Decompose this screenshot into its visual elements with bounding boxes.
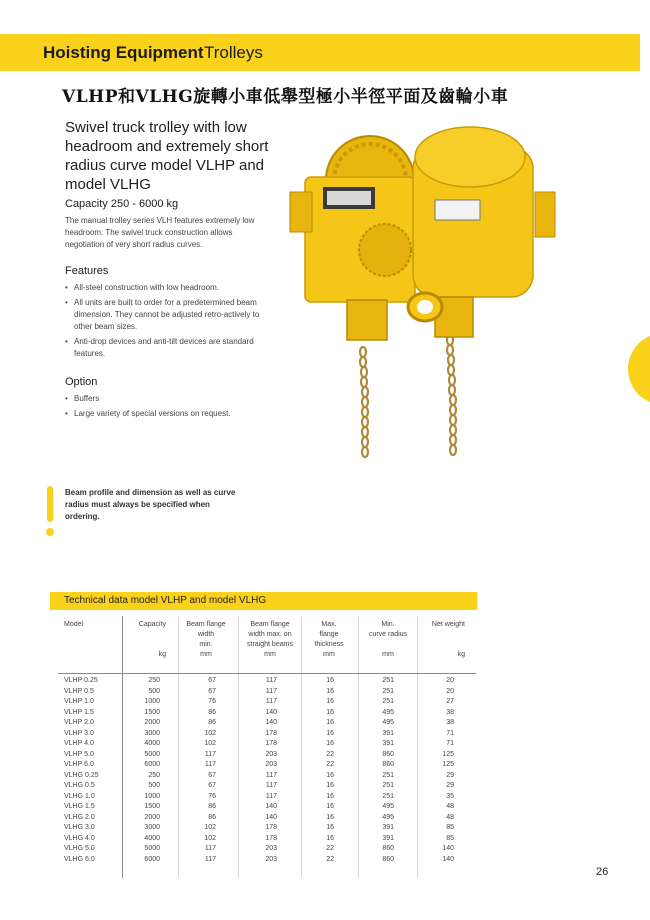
table-header-cell: Capacity kg bbox=[138, 621, 166, 658]
feature-item: • Anti-drop devices and anti-tilt devices are standard features. bbox=[65, 336, 265, 360]
table-cell: 29 bbox=[446, 771, 454, 779]
table-header-cell: Beam flange width min. mm bbox=[186, 621, 226, 658]
table-cell: 1000 bbox=[144, 698, 160, 705]
table-cell-model: VLHP 3.0 bbox=[64, 729, 94, 737]
table-cell: 16 bbox=[326, 803, 334, 810]
right-chain bbox=[447, 335, 456, 455]
table-cell: 140 bbox=[442, 845, 454, 852]
features-list bbox=[65, 282, 265, 363]
table-cell: 178 bbox=[265, 824, 277, 831]
table-cell: 2000 bbox=[144, 719, 160, 726]
option-item: • Large variety of special versions on request. bbox=[65, 408, 265, 420]
table-cell: 16 bbox=[326, 771, 334, 779]
table-cell: 117 bbox=[265, 687, 277, 695]
table-cell: 16 bbox=[326, 792, 334, 800]
table-cell: 22 bbox=[326, 750, 334, 758]
table-row bbox=[0, 708, 650, 719]
table-header-cell: Beam flange width max. on straight beams mm bbox=[247, 621, 293, 658]
table-cell: 20 bbox=[446, 677, 454, 684]
table-cell: 5000 bbox=[144, 750, 160, 758]
table-cell: 117 bbox=[265, 677, 277, 684]
table-cell: 178 bbox=[265, 729, 277, 737]
table-cell: 251 bbox=[382, 771, 394, 779]
table-cell: 20 bbox=[446, 687, 454, 695]
table-cell: 4000 bbox=[144, 834, 160, 842]
table-cell: 22 bbox=[326, 761, 334, 768]
table-cell: 102 bbox=[204, 740, 216, 747]
table-cell-model: VLHP 4.0 bbox=[64, 740, 94, 747]
table-cell: 117 bbox=[265, 782, 277, 789]
table-cell: 67 bbox=[208, 677, 216, 684]
table-cell: 16 bbox=[326, 698, 334, 705]
table-cell: 67 bbox=[208, 771, 216, 779]
table-cell: 76 bbox=[208, 698, 216, 705]
table-cell: 67 bbox=[208, 782, 216, 789]
table-cell: 1500 bbox=[144, 708, 160, 716]
table-cell: 860 bbox=[382, 845, 394, 852]
table-row bbox=[0, 697, 650, 708]
table-cell: 251 bbox=[382, 687, 394, 695]
side-tab-marker bbox=[628, 333, 650, 405]
table-cell: 203 bbox=[265, 761, 277, 768]
table-cell: 16 bbox=[326, 824, 334, 831]
table-cell: 860 bbox=[382, 855, 394, 863]
table-cell: 117 bbox=[204, 750, 216, 758]
table-cell: 495 bbox=[382, 708, 394, 716]
table-cell: 48 bbox=[446, 813, 454, 821]
table-cell: 86 bbox=[208, 803, 216, 810]
trolley-body bbox=[290, 127, 555, 340]
table-cell: 495 bbox=[382, 803, 394, 810]
table-cell-model: VLHG 0.25 bbox=[64, 771, 99, 779]
table-cell: 16 bbox=[326, 834, 334, 842]
table-title-bar bbox=[50, 592, 477, 610]
table-cell: 71 bbox=[446, 729, 454, 737]
table-header-rule bbox=[58, 673, 476, 674]
table-cell: 140 bbox=[265, 803, 277, 810]
table-header-cell: Model bbox=[64, 621, 84, 628]
trolley-product-image bbox=[285, 112, 565, 462]
table-cell: 16 bbox=[326, 782, 334, 789]
table-cell: 16 bbox=[326, 687, 334, 695]
table-cell-model: VLHP 0.5 bbox=[64, 687, 94, 695]
table-cell: 203 bbox=[265, 845, 277, 852]
table-row bbox=[0, 739, 650, 750]
table-cell-model: VLHG 3.0 bbox=[64, 824, 95, 831]
table-cell: 1500 bbox=[144, 803, 160, 810]
table-cell: 2000 bbox=[144, 813, 160, 821]
table-cell: 5000 bbox=[144, 845, 160, 852]
table-cell: 203 bbox=[265, 855, 277, 863]
table-cell: 117 bbox=[265, 792, 277, 800]
table-cell: 3000 bbox=[144, 729, 160, 737]
table-cell: 117 bbox=[204, 761, 216, 768]
table-cell: 6000 bbox=[144, 761, 160, 768]
table-row bbox=[0, 802, 650, 813]
table-cell: 102 bbox=[204, 729, 216, 737]
table-body bbox=[0, 676, 650, 865]
table-cell: 250 bbox=[148, 771, 160, 779]
table-cell-model: VLHP 5.0 bbox=[64, 750, 94, 758]
table-cell: 102 bbox=[204, 834, 216, 842]
left-chain bbox=[360, 347, 368, 457]
table-cell: 495 bbox=[382, 813, 394, 821]
table-cell: 251 bbox=[382, 677, 394, 684]
table-cell-model: VLHG 1.5 bbox=[64, 803, 95, 810]
table-cell: 27 bbox=[446, 698, 454, 705]
table-row bbox=[0, 729, 650, 740]
table-cell-model: VLHG 6.0 bbox=[64, 855, 95, 863]
table-row bbox=[0, 813, 650, 824]
table-row bbox=[0, 823, 650, 834]
page-title: Swivel truck trolley with low headroom and extremely short radius curve model VLHP and model VLHG bbox=[65, 119, 269, 193]
table-cell: 117 bbox=[265, 698, 277, 705]
table-cell: 140 bbox=[442, 855, 454, 863]
table-cell: 16 bbox=[326, 813, 334, 821]
table-cell: 38 bbox=[446, 708, 454, 716]
table-row bbox=[0, 687, 650, 698]
table-cell-model: VLHG 0.5 bbox=[64, 782, 95, 789]
table-cell: 22 bbox=[326, 855, 334, 863]
table-cell: 125 bbox=[442, 761, 454, 768]
table-cell: 391 bbox=[382, 729, 394, 737]
table-cell: 85 bbox=[446, 824, 454, 831]
table-cell: 67 bbox=[208, 687, 216, 695]
table-cell: 85 bbox=[446, 834, 454, 842]
table-cell: 102 bbox=[204, 824, 216, 831]
table-row bbox=[0, 855, 650, 866]
table-cell: 4000 bbox=[144, 740, 160, 747]
table-cell: 250 bbox=[148, 677, 160, 684]
table-cell-model: VLHP 6.0 bbox=[64, 761, 94, 768]
table-cell: 16 bbox=[326, 708, 334, 716]
feature-item: • All units are built to order for a predetermined beam dimension. They cannot be adjusted retro-actively to other beam sizes. bbox=[65, 297, 265, 333]
table-cell-model: VLHG 1.0 bbox=[64, 792, 95, 800]
table-cell: 71 bbox=[446, 740, 454, 747]
table-header-cell: Max. flange thickness mm bbox=[314, 621, 344, 658]
header-category: Hoisting Equipment bbox=[43, 43, 204, 62]
table-cell: 140 bbox=[265, 719, 277, 726]
ordering-note: Beam profile and dimension as well as curve radius must always be specified when ordering. bbox=[65, 488, 236, 521]
table-title: Technical data model VLHP and model VLHG bbox=[64, 595, 267, 606]
table-cell: 860 bbox=[382, 761, 394, 768]
table-cell: 35 bbox=[446, 792, 454, 800]
table-cell: 140 bbox=[265, 708, 277, 716]
table-cell: 16 bbox=[326, 740, 334, 747]
table-cell: 203 bbox=[265, 750, 277, 758]
table-cell: 16 bbox=[326, 677, 334, 684]
table-cell: 495 bbox=[382, 719, 394, 726]
capacity-range: Capacity 250 - 6000 kg bbox=[65, 198, 179, 210]
table-cell: 117 bbox=[204, 845, 216, 852]
table-cell-model: VLHP 1.5 bbox=[64, 708, 94, 716]
table-cell: 117 bbox=[265, 771, 277, 779]
table-cell-model: VLHG 2.0 bbox=[64, 813, 95, 821]
table-cell: 86 bbox=[208, 719, 216, 726]
table-cell: 86 bbox=[208, 708, 216, 716]
table-cell: 251 bbox=[382, 782, 394, 789]
table-cell-model: VLHP 1.0 bbox=[64, 698, 94, 705]
page-number: 26 bbox=[596, 866, 609, 878]
table-cell: 1000 bbox=[144, 792, 160, 800]
table-cell: 16 bbox=[326, 719, 334, 726]
table-cell: 140 bbox=[265, 813, 277, 821]
table-row bbox=[0, 834, 650, 845]
table-cell: 38 bbox=[446, 719, 454, 726]
warning-exclamation-icon bbox=[45, 486, 55, 538]
table-row bbox=[0, 750, 650, 761]
table-cell-model: VLHG 5.0 bbox=[64, 845, 95, 852]
table-row bbox=[0, 760, 650, 771]
table-row bbox=[0, 792, 650, 803]
table-row bbox=[0, 676, 650, 687]
table-cell: 29 bbox=[446, 782, 454, 789]
table-cell: 125 bbox=[442, 750, 454, 758]
header-bar bbox=[0, 34, 640, 71]
table-cell: 48 bbox=[446, 803, 454, 810]
table-cell: 251 bbox=[382, 792, 394, 800]
table-cell: 6000 bbox=[144, 855, 160, 863]
feature-item: • All-steel construction with low headroom. bbox=[65, 282, 265, 294]
table-cell: 86 bbox=[208, 813, 216, 821]
table-cell: 860 bbox=[382, 750, 394, 758]
table-cell: 178 bbox=[265, 834, 277, 842]
option-item: • Buffers bbox=[65, 393, 265, 405]
option-list bbox=[65, 393, 265, 423]
table-cell: 76 bbox=[208, 792, 216, 800]
features-heading: Features bbox=[65, 265, 109, 277]
table-cell-model: VLHP 2.0 bbox=[64, 719, 94, 726]
table-cell: 251 bbox=[382, 698, 394, 705]
chinese-title: VLHP和VLHG旋轉小車低舉型極小半徑平面及齒輪小車 bbox=[62, 87, 509, 107]
table-cell: 391 bbox=[382, 834, 394, 842]
table-row bbox=[0, 781, 650, 792]
table-cell-model: VLHP 0.25 bbox=[64, 677, 98, 684]
table-cell-model: VLHG 4.0 bbox=[64, 834, 95, 842]
table-cell: 22 bbox=[326, 845, 334, 852]
table-cell: 500 bbox=[148, 782, 160, 789]
table-cell: 117 bbox=[204, 855, 216, 863]
table-header-cell: Min. curve radius mm bbox=[368, 621, 408, 658]
description: The manual trolley series VLH features extremely low headroom. The swivel truck construction allows negotiation of very short radius curves. bbox=[65, 216, 255, 249]
table-cell: 391 bbox=[382, 740, 394, 747]
table-cell: 391 bbox=[382, 824, 394, 831]
table-cell: 3000 bbox=[144, 824, 160, 831]
table-header-cell: Net weight kg bbox=[431, 621, 465, 658]
table-cell: 500 bbox=[148, 687, 160, 695]
table-row bbox=[0, 844, 650, 855]
table-row bbox=[0, 771, 650, 782]
table-cell: 178 bbox=[265, 740, 277, 747]
table-cell: 16 bbox=[326, 729, 334, 737]
table-row bbox=[0, 718, 650, 729]
header-subcategory: Trolleys bbox=[204, 43, 263, 62]
option-heading: Option bbox=[65, 376, 98, 388]
